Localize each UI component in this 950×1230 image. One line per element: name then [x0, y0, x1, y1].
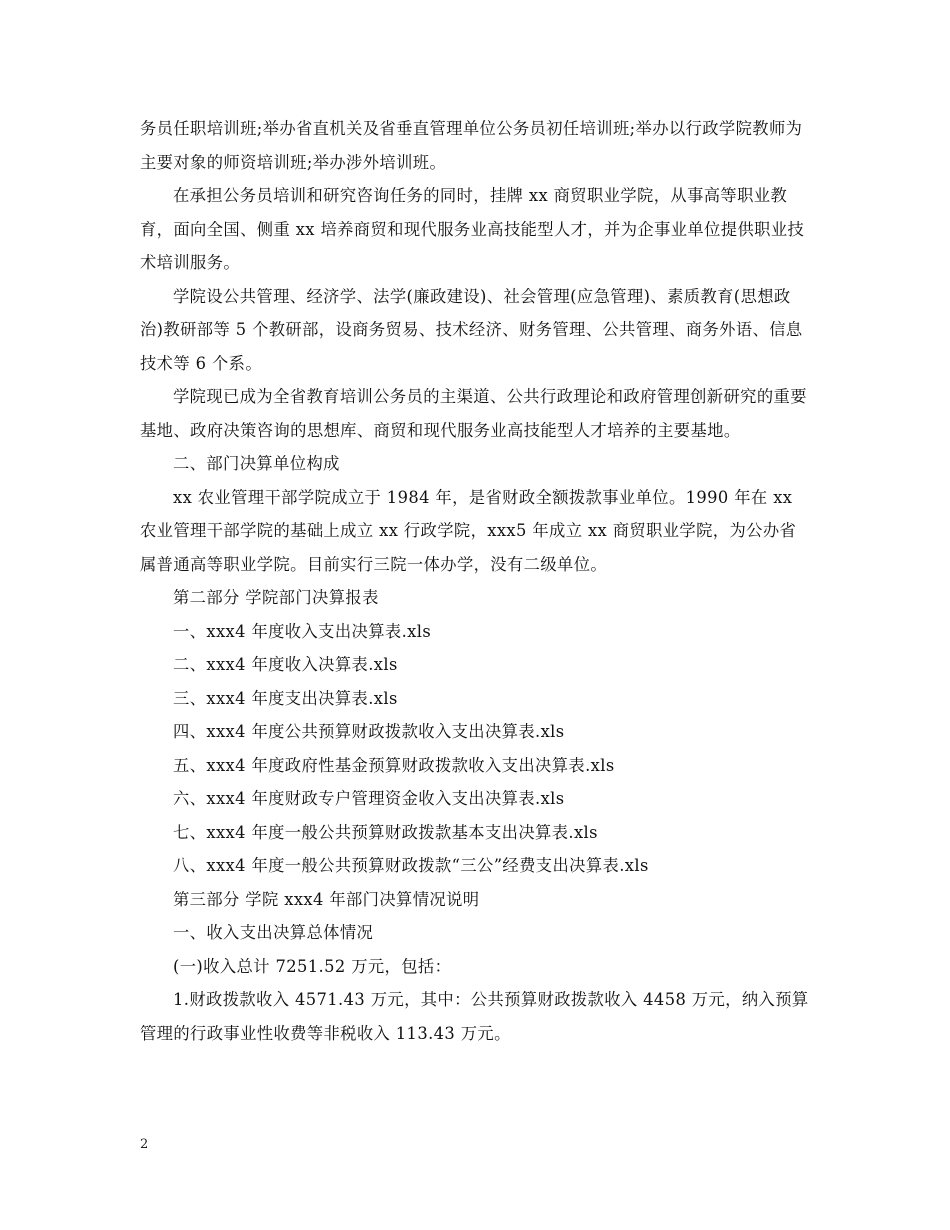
report-list-item: 六、xxx4 年度财政专户管理资金收入支出决算表.xls: [173, 789, 565, 808]
paragraph: xx 农业管理干部学院成立于 1984 年，是省财政全额拨款事业单位。1990 年在 xx 农业管理干部学院的基础上成立 xx 行政学院，xxx5 年成立 xx 商贸职业学院，为公办省属普通高等职业学院。目前实行三院一体办学，没有二级单位。: [140, 487, 797, 574]
part-heading: 第二部分 学院部门决算报表: [173, 588, 379, 607]
section-heading: 二、部门决算单位构成: [173, 454, 340, 473]
page-number: 2: [140, 1137, 149, 1152]
paragraph: 1.财政拨款收入 4571.43 万元，其中：公共预算财政拨款收入 4458 万元，纳入预算管理的行政事业性收费等非税收入 113.43 万元。: [140, 990, 809, 1043]
report-list-item: 五、xxx4 年度政府性基金预算财政拨款收入支出决算表.xls: [173, 755, 615, 775]
paragraph: 学院设公共管理、经济学、法学(廉政建设)、社会管理(应急管理)、素质教育(思想政治)教研部等 5 个教研部，设商务贸易、技术经济、财务管理、公共管理、商务外语、信息技术等 6 个系。: [140, 286, 803, 373]
report-list-item: 二、xxx4 年度收入决算表.xls: [173, 655, 398, 674]
report-list-item: 八、xxx4 年度一般公共预算财政拨款“三公”经费支出决算表.xls: [173, 856, 649, 875]
section-heading: 一、收入支出决算总体情况: [173, 923, 374, 942]
paragraph: 学院现已成为全省教育培训公务员的主渠道、公共行政理论和政府管理创新研究的重要基地、政府决策咨询的思想库、商贸和现代服务业高技能型人才培养的主要基地。: [140, 387, 807, 440]
report-list-item: 七、xxx4 年度一般公共预算财政拨款基本支出决算表.xls: [173, 822, 598, 842]
part-heading: 第三部分 学院 xxx4 年部门决算情况说明: [173, 889, 480, 909]
report-list-item: 一、xxx4 年度收入支出决算表.xls: [173, 621, 432, 641]
report-list-item: 三、xxx4 年度支出决算表.xls: [173, 688, 398, 708]
paragraph: 务员任职培训班;举办省直机关及省垂直管理单位公务员初任培训班;举办以行政学院教师为主要对象的师资培训班;举办涉外培训班。: [140, 119, 803, 172]
paragraph: 在承担公务员培训和研究咨询任务的同时，挂牌 xx 商贸职业学院，从事高等职业教育，面向全国、侧重 xx 培养商贸和现代服务业高技能型人才，并为企事业单位提供职业技术培训服务。: [140, 186, 805, 272]
document-body: [140, 112, 812, 1050]
report-list-item: 四、xxx4 年度公共预算财政拨款收入支出决算表.xls: [173, 722, 565, 741]
paragraph: (一)收入总计 7251.52 万元，包括：: [173, 956, 452, 976]
